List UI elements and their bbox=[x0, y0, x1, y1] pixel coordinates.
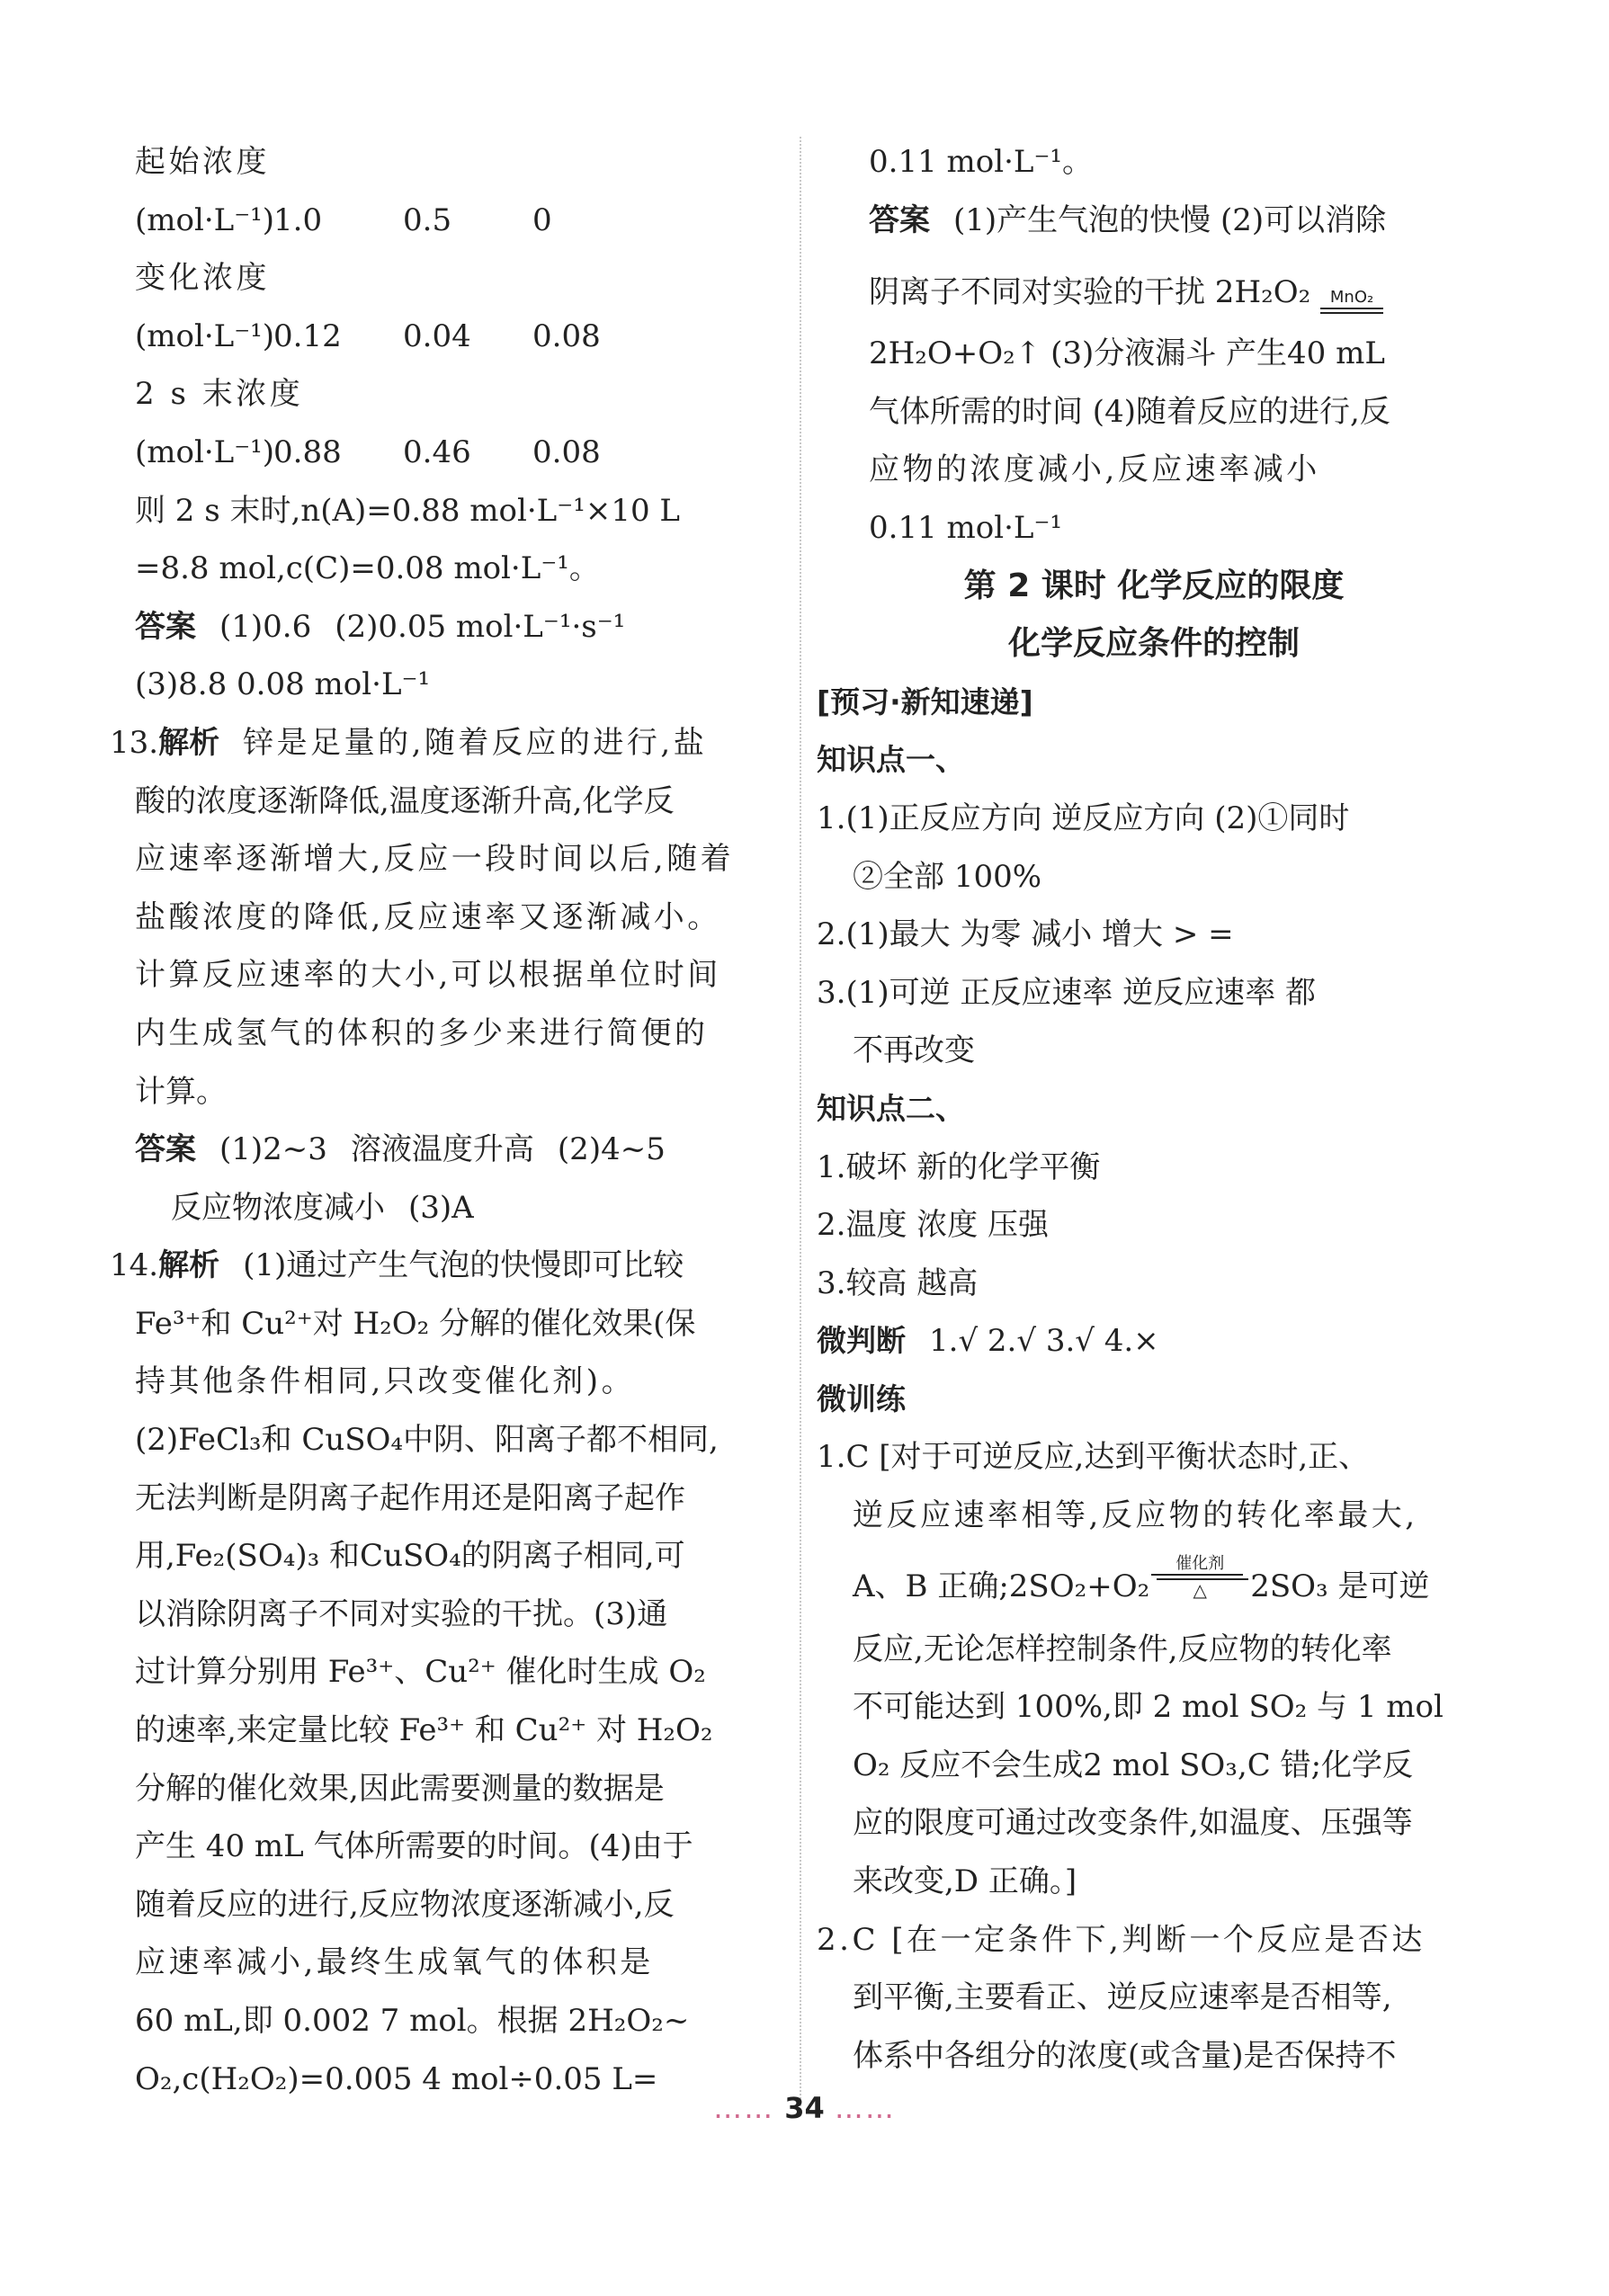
calc-line-2: =8.8 mol,c(C)=0.08 mol·L⁻¹。 bbox=[135, 550, 600, 587]
kp1-item: 1.(1)正反应方向 逆反应方向 (2)①同时 bbox=[817, 800, 1350, 836]
kp1-item: ②全部 100% bbox=[853, 858, 1042, 895]
mt1-line: 逆反应速率相等,反应物的转化率最大, bbox=[853, 1497, 1418, 1534]
q13-line: 应速率逐渐增大,反应一段时间以后,随着 bbox=[135, 841, 735, 878]
mt1-line: O₂ 反应不会生成2 mol SO₃,C 错;化学反 bbox=[853, 1747, 1414, 1783]
answer-14-equation: 阴离子不同对实验的干扰 2H₂O₂ MnO₂ bbox=[817, 249, 1491, 325]
q14-line: 应速率减小,最终生成氧气的体积是 bbox=[135, 1944, 654, 1981]
answer-12-cont: (3)8.8 0.08 mol·L⁻¹ bbox=[135, 666, 431, 703]
q14-line: 持其他条件相同,只改变催化剂)。 bbox=[135, 1363, 636, 1400]
mt1-equation: A、B 正确;2SO₂+O₂ 催化剂 △ 2SO₃ 是可逆 bbox=[853, 1553, 1430, 1604]
q14-line: 随着反应的进行,反应物浓度逐渐减小,反 bbox=[135, 1886, 675, 1923]
reversible-arrow: 催化剂 △ bbox=[1151, 1556, 1248, 1599]
page-dots-left: …… bbox=[713, 2091, 775, 2125]
answer-label: 答案 bbox=[135, 608, 196, 645]
calc-line-1: 则 2 s 末时,n(A)=0.88 mol·L⁻¹×10 L bbox=[135, 492, 680, 529]
q14-line: 以消除阴离子不同对实验的干扰。(3)通 bbox=[135, 1595, 668, 1632]
mt1-line: 不可能达到 100%,即 2 mol SO₂ 与 1 mol bbox=[853, 1689, 1444, 1726]
cont-line: 0.11 mol·L⁻¹。 bbox=[869, 144, 1094, 180]
mt2-line: 到平衡,主要看正、逆反应速率是否相等, bbox=[853, 1979, 1392, 2016]
preview-header: [预习·新知速递] bbox=[817, 683, 1033, 719]
q13-line: 盐酸浓度的降低,反应速率又逐渐减小。 bbox=[135, 898, 721, 935]
right-column bbox=[817, 133, 1491, 2085]
answer-14: 答案 (1)产生气泡的快慢 (2)可以消除 bbox=[869, 201, 1387, 238]
answer-label: 答案 bbox=[869, 201, 930, 238]
answer-13-cont: 反应物浓度减小 (3)A bbox=[171, 1189, 474, 1226]
kp2-item: 3.较高 越高 bbox=[817, 1264, 979, 1301]
kp2-item: 1.破坏 新的化学平衡 bbox=[817, 1148, 1101, 1185]
micro-train: 微训练 bbox=[817, 1380, 906, 1416]
q14-line: 的速率,来定量比较 Fe³⁺ 和 Cu²⁺ 对 H₂O₂ bbox=[135, 1712, 713, 1749]
analysis-label: 解析 bbox=[158, 724, 220, 761]
change-conc-label: 变化浓度 bbox=[135, 260, 270, 297]
mt1-line: 来改变,D 正确。] bbox=[853, 1863, 1077, 1900]
mt2-line: 2.C [在一定条件下,判断一个反应是否达 bbox=[817, 1921, 1426, 1958]
reversible-arrow-icon bbox=[1151, 1572, 1248, 1581]
q14-line: Fe³⁺和 Cu²⁺对 H₂O₂ 分解的催化效果(保 bbox=[135, 1305, 696, 1342]
mt1-line: 反应,无论怎样控制条件,反应物的转化率 bbox=[853, 1630, 1392, 1667]
kp1-item: 不再改变 bbox=[853, 1032, 975, 1069]
question-number: 14. bbox=[110, 1247, 159, 1284]
answer-14-line: 应物的浓度减小,反应速率减小 bbox=[869, 451, 1320, 488]
double-bar-icon bbox=[1320, 308, 1383, 314]
q13-line: 计算反应速率的大小,可以根据单位时间 bbox=[135, 957, 721, 994]
answer-14-line: 2H₂O+O₂↑ (3)分液漏斗 产生40 mL bbox=[869, 335, 1385, 372]
knowledge-point-1: 知识点一、 bbox=[817, 742, 965, 778]
start-conc-label: 起始浓度 bbox=[135, 144, 270, 180]
equilibrium-condition: MnO₂ bbox=[1320, 290, 1383, 316]
question-number: 13. bbox=[110, 724, 159, 761]
micro-judge: 微判断 1.√ 2.√ 3.√ 4.× bbox=[817, 1323, 1159, 1360]
mt1-line: 应的限度可通过改变条件,如温度、压强等 bbox=[853, 1805, 1413, 1842]
q14-line: 过计算分别用 Fe³⁺、Cu²⁺ 催化时生成 O₂ bbox=[135, 1654, 706, 1691]
q13-line: 内生成氢气的体积的多少来进行简便的 bbox=[135, 1014, 709, 1051]
column-divider bbox=[800, 137, 801, 2106]
page-number: …… 34 …… bbox=[713, 2091, 896, 2125]
q13-line: 酸的浓度逐渐降低,温度逐渐升高,化学反 bbox=[135, 782, 675, 819]
conc-row-end: (mol·L⁻¹)0.88 0.46 0.08 bbox=[135, 433, 601, 470]
q14-line: 60 mL,即 0.002 7 mol。根据 2H₂O₂~ bbox=[135, 2003, 690, 2039]
kp1-item: 2.(1)最大 为零 减小 增大 > = bbox=[817, 916, 1234, 953]
kp1-item: 3.(1)可逆 正反应速率 逆反应速率 都 bbox=[817, 974, 1317, 1011]
end-conc-label: 2 s 末浓度 bbox=[135, 376, 304, 413]
answer-14-line: 气体所需的时间 (4)随着反应的进行,反 bbox=[869, 393, 1390, 430]
mt1-line: 1.C [对于可逆反应,达到平衡状态时,正、 bbox=[817, 1439, 1370, 1476]
q14-line: (2)FeCl₃和 CuSO₄中阴、阳离子都不相同, bbox=[135, 1422, 719, 1459]
q14-line: 分解的催化效果,因此需要测量的数据是 bbox=[135, 1770, 665, 1807]
question-14-head: 14.解析 (1)通过产生气泡的快慢即可比较 bbox=[110, 1247, 684, 1284]
page-dots-right: …… bbox=[834, 2091, 896, 2125]
knowledge-point-2: 知识点二、 bbox=[817, 1090, 965, 1126]
answer-12: 答案 (1)0.6 (2)0.05 mol·L⁻¹·s⁻¹ bbox=[135, 608, 626, 645]
conc-row-change: (mol·L⁻¹)0.12 0.04 0.08 bbox=[135, 317, 601, 354]
conc-row-start: (mol·L⁻¹)1.0 0.5 0 bbox=[135, 201, 552, 238]
q14-line: 无法判断是阴离子起作用还是阳离子起作 bbox=[135, 1479, 685, 1516]
kp2-item: 2.温度 浓度 压强 bbox=[817, 1207, 1050, 1244]
q14-line: 用,Fe₂(SO₄)₃ 和CuSO₄的阴离子相同,可 bbox=[135, 1538, 685, 1575]
left-column bbox=[110, 133, 782, 2108]
q14-line: O₂,c(H₂O₂)=0.005 4 mol÷0.05 L= bbox=[135, 2060, 658, 2097]
answer-13: 答案 (1)2~3 溶液温度升高 (2)4~5 bbox=[135, 1131, 666, 1168]
q14-line: 产生 40 mL 气体所需要的时间。(4)由于 bbox=[135, 1828, 693, 1865]
question-13-head: 13.解析 锌是足量的,随着反应的进行,盐 bbox=[110, 724, 708, 761]
lesson-title: 第 2 课时 化学反应的限度 bbox=[963, 567, 1345, 604]
mt2-line: 体系中各组分的浓度(或含量)是否保持不 bbox=[853, 2037, 1397, 2074]
lesson-subtitle: 化学反应条件的控制 bbox=[1007, 625, 1300, 663]
answer-14-line: 0.11 mol·L⁻¹ bbox=[869, 509, 1063, 546]
q13-line: 计算。 bbox=[135, 1073, 227, 1110]
